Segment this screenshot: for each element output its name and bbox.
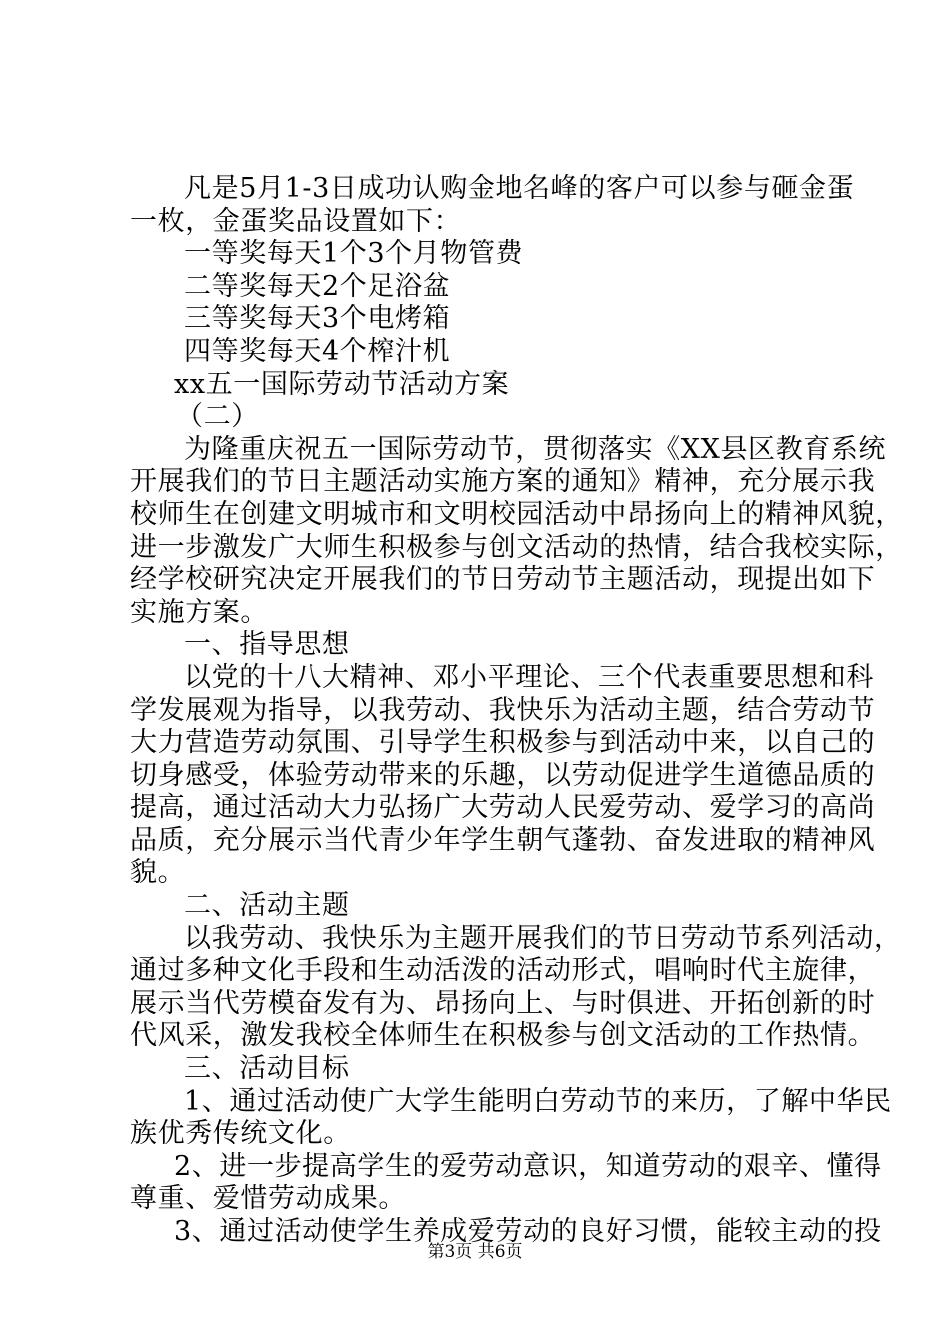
paragraph-line: 为隆重庆祝五一国际劳动节，贯彻落实《XX县区教育系统 xyxy=(184,433,887,465)
page-number: 第3页 共6页 xyxy=(427,1242,523,1262)
paragraph-line: 校师生在创建文明城市和文明校园活动中昂扬向上的精神风貌， xyxy=(130,498,903,530)
paragraph-line: 尊重、爱惜劳动成果。 xyxy=(130,1183,406,1215)
prize-line-third: 三等奖每天3个电烤箱 xyxy=(184,303,451,335)
section-title: xx五一国际劳动节活动方案 xyxy=(174,368,510,400)
paragraph-line: 开展我们的节日主题活动实施方案的通知》精神，充分展示我 xyxy=(130,466,876,498)
paragraph-line: 3、通过活动使学生养成爱劳动的良好习惯，能较主动的投 xyxy=(174,1216,882,1247)
paragraph-line: 进一步激发广大师生积极参与创文活动的热情，结合我校实际， xyxy=(130,531,903,563)
paragraph-line: 1、通过活动使广大学生能明白劳动节的来历，了解中华民 xyxy=(184,1085,892,1117)
prize-line-second: 二等奖每天2个足浴盆 xyxy=(184,270,451,302)
document-body xyxy=(130,173,903,1249)
prize-line-first: 一等奖每天1个3个月物管费 xyxy=(184,238,524,270)
paragraph-line: 品质，充分展示当代青少年学生朝气蓬勃、奋发进取的精神风 xyxy=(130,824,876,856)
paragraph-line: 2、进一步提高学生的爱劳动意识，知道劳动的艰辛、懂得 xyxy=(174,1150,882,1182)
paragraph-line: 学发展观为指导，以我劳动、我快乐为活动主题，结合劳动节 xyxy=(130,694,876,726)
paragraph-line: 提高，通过活动大力弘扬广大劳动人民爱劳动、爱学习的高尚 xyxy=(130,792,876,824)
paragraph-line: 经学校研究决定开展我们的节日劳动节主题活动，现提出如下 xyxy=(130,564,876,596)
paragraph-line: 实施方案。 xyxy=(130,596,268,628)
paragraph-line: 大力营造劳动氛围、引导学生积极参与到活动中来，以自己的 xyxy=(130,727,876,759)
paragraph-line: 通过多种文化手段和生动活泼的活动形式，唱响时代主旋律， xyxy=(130,955,876,987)
page-footer xyxy=(0,1241,950,1263)
paragraph-line: 以我劳动、我快乐为主题开展我们的节日劳动节系列活动， xyxy=(184,922,902,954)
prize-line-fourth: 四等奖每天4个榨汁机 xyxy=(184,335,451,367)
paragraph-line: 展示当代劳模奋发有为、昂扬向上、与时俱进、开拓创新的时 xyxy=(130,987,876,1019)
heading-guiding-ideology: 一、指导思想 xyxy=(184,629,350,661)
paragraph-line: 切身感受，体验劳动带来的乐趣，以劳动促进学生道德品质的 xyxy=(130,759,876,791)
paragraph-line: 以党的十八大精神、邓小平理论、三个代表重要思想和科 xyxy=(184,661,874,693)
paragraph-line: 代风采，激发我校全体师生在积极参与创文活动的工作热情。 xyxy=(130,1020,876,1052)
paragraph-line: 一枚，金蛋奖品设置如下： xyxy=(130,205,462,237)
paragraph-line: 族优秀传统文化。 xyxy=(130,1118,351,1150)
heading-activity-goals: 三、活动目标 xyxy=(184,1053,350,1085)
paragraph-line: 貌。 xyxy=(130,857,186,889)
paragraph-line: 凡是5月1-3日成功认购金地名峰的客户可以参与砸金蛋 xyxy=(184,173,855,204)
section-number: （二） xyxy=(176,401,259,433)
heading-activity-theme: 二、活动主题 xyxy=(184,890,350,922)
